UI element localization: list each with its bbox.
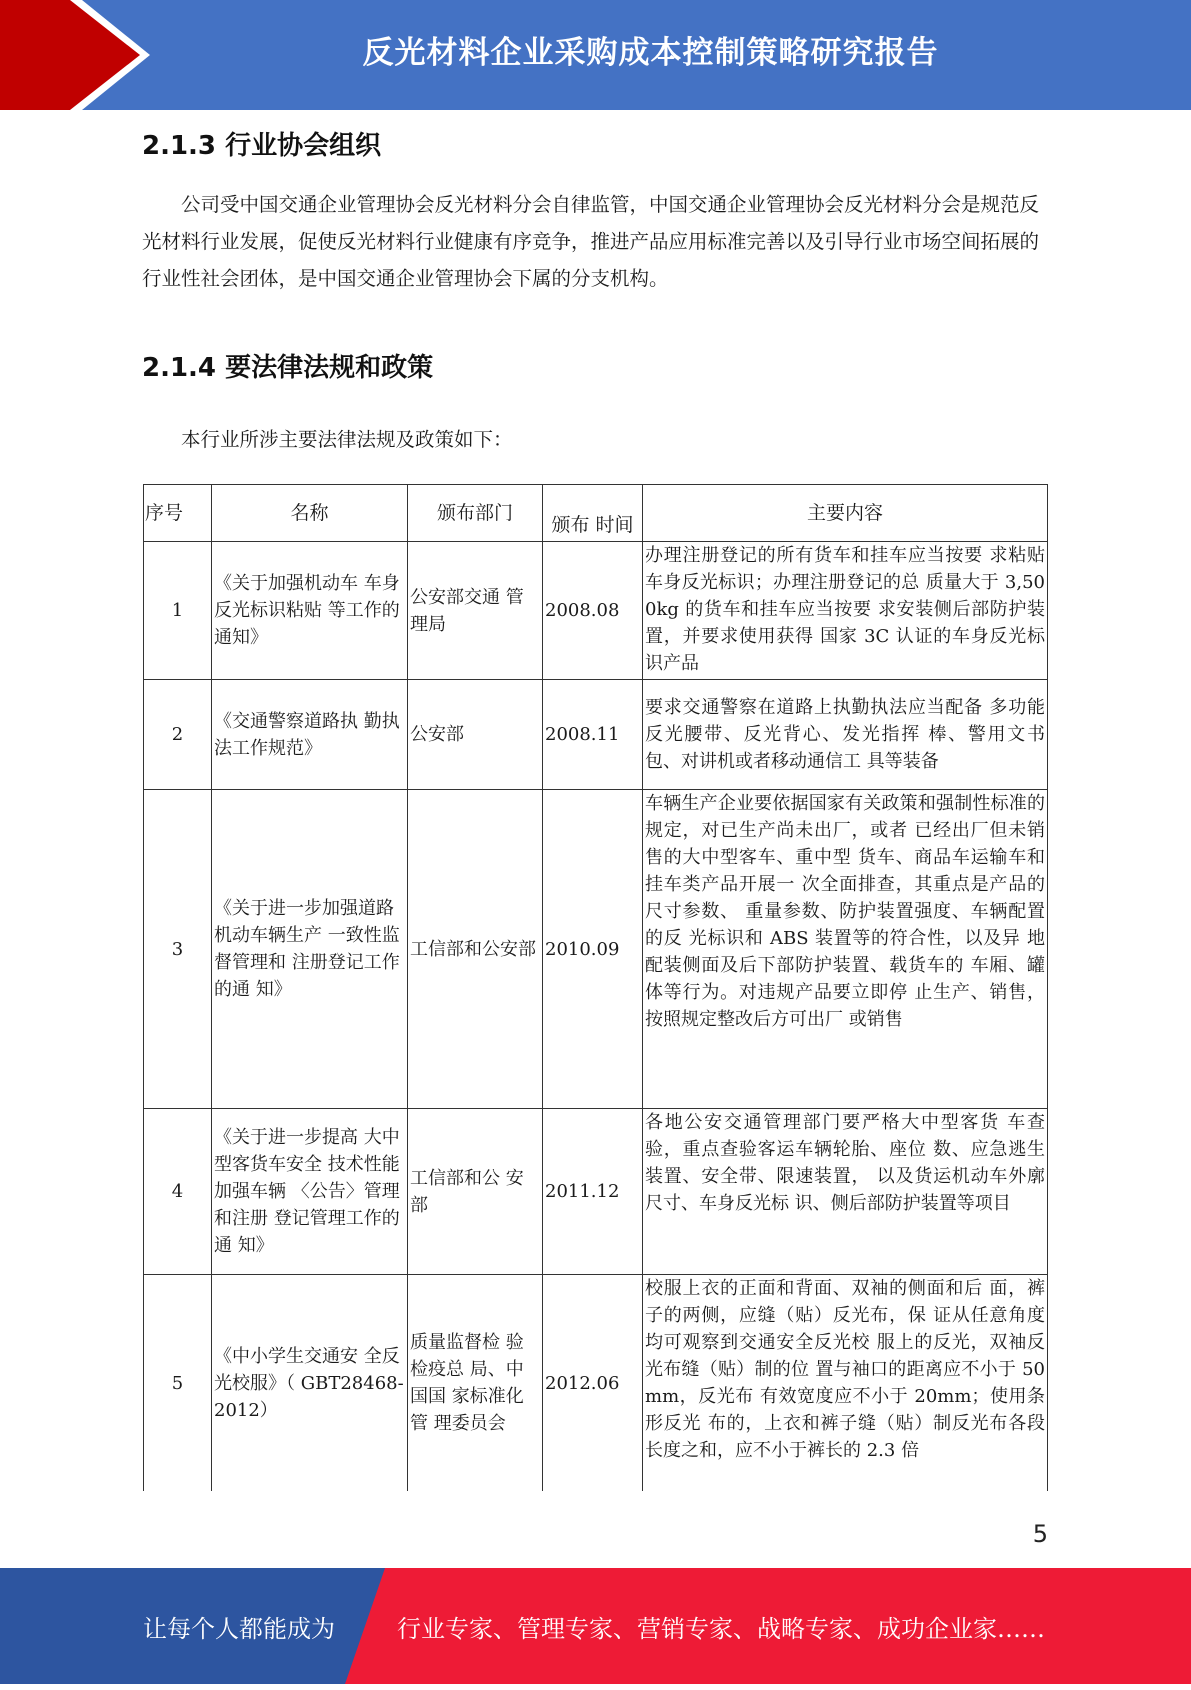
cell-name: 《中小学生交通安 全反光校服》（ GBT28468-2012）: [212, 1275, 408, 1492]
cell-date: 2010.09: [543, 790, 643, 1109]
cell-date: 2011.12: [543, 1109, 643, 1275]
cell-no: 5: [144, 1275, 212, 1492]
cell-date: 2008.08: [543, 542, 643, 680]
cell-no: 4: [144, 1109, 212, 1275]
cell-name: 《交通警察道路执 勤执法工作规范》: [212, 680, 408, 790]
cell-department: 工信部和公 安部: [408, 1109, 543, 1275]
page-number: 5: [1032, 1520, 1048, 1548]
table-row: [144, 680, 1048, 790]
cell-department: 公安部: [408, 680, 543, 790]
footer-banner: [0, 1568, 1191, 1684]
table-row: [144, 1109, 1048, 1275]
cell-no: 3: [144, 790, 212, 1109]
column-header-content: 主要内容: [643, 485, 1048, 542]
cell-department: 公安部交通 管理局: [408, 542, 543, 680]
cell-department: 工信部和公安部: [408, 790, 543, 1109]
table-row: [144, 1275, 1048, 1492]
report-title: 反光材料企业采购成本控制策略研究报告: [362, 35, 939, 71]
column-header-name: 名称: [212, 485, 408, 542]
cell-name: 《关于进一步提高 大中型客货车安全 技术性能加强车辆 〈公告〉管理和注册 登记管理工作的通 知》: [212, 1109, 408, 1275]
footer-slogan-left: 让每个人都能成为: [143, 1615, 335, 1643]
table-row: [144, 542, 1048, 680]
table-header-row: [144, 485, 1048, 542]
cell-content: 校服上衣的正面和背面、双袖的侧面和后 面，裤子的两侧，应缝（贴）反光布，保 证从任意角度均可观察到交通安全反光校 服上的反光，双袖反光布缝（贴）制的位 置与袖口的距离应不小于 50mm，反光布 有效宽度应不小于 20mm；使用条形反光 布的，上衣和裤子缝（贴）制反光布各段 长度之和，应不小于裤长的 2.3 倍: [643, 1275, 1048, 1492]
cell-department: 质量监督检 验检疫总 局、中国国 家标准化管 理委员会: [408, 1275, 543, 1492]
column-header-department: 颁布部门: [408, 485, 543, 542]
table-intro-text: 本行业所涉主要法律法规及政策如下：: [181, 428, 513, 451]
cell-content: 办理注册登记的所有货车和挂车应当按要 求粘贴车身反光标识；办理注册登记的总 质量大于 3,500kg 的货车和挂车应当按要 求安装侧后部防护装置，并要求使用获得 国家 3C 认证的车身反光标识产品: [643, 542, 1048, 680]
section-heading-2-1-3: 2.1.3 行业协会组织: [142, 131, 382, 161]
regulations-table: [143, 484, 1048, 1491]
cell-date: 2012.06: [543, 1275, 643, 1492]
header-red-chevron-icon: [0, 0, 140, 110]
cell-no: 2: [144, 680, 212, 790]
cell-name: 《关于加强机动车 车身反光标识粘贴 等工作的通知》: [212, 542, 408, 680]
cell-content: 各地公安交通管理部门要严格大中型客货 车查验，重点查验客运车辆轮胎、座位 数、应急逃生装置、安全带、限速装置， 以及货运机动车外廓尺寸、车身反光标 识、侧后部防护装置等项目: [643, 1109, 1048, 1275]
table-row: [144, 790, 1048, 1109]
cell-content: 车辆生产企业要依据国家有关政策和强制性标准的规定，对已生产尚未出厂，或者 已经出厂但未销售的大中型客车、重中型 货车、商品车运输车和挂车类产品开展一 次全面排查，其重点是产品的尺寸参数、 重量参数、防护装置强度、车辆配置的反 光标识和 ABS 装置等的符合性，以及异 地配装侧面及后下部防护装置、载货车的 车厢、罐体等行为。对违规产品要立即停 止生产、销售，按照规定整改后方可出厂 或销售: [643, 790, 1048, 1109]
column-header-date: 颁布 时间: [543, 485, 643, 542]
cell-content: 要求交通警察在道路上执勤执法应当配备 多功能反光腰带、反光背心、发光指挥 棒、警用文书包、对讲机或者移动通信工 具等装备: [643, 680, 1048, 790]
column-header-no: 序号: [144, 485, 212, 542]
header-banner: [0, 0, 1191, 110]
section-heading-2-1-4: 2.1.4 要法律法规和政策: [142, 353, 434, 383]
cell-date: 2008.11: [543, 680, 643, 790]
section-paragraph-industry-association: 公司受中国交通企业管理协会反光材料分会自律监管，中国交通企业管理协会反光材料分会是规范反光材料行业发展，促使反光材料行业健康有序竞争，推进产品应用标准完善以及引导行业市场空间拓展的行业性社会团体，是中国交通企业管理协会下属的分支机构。: [142, 193, 1040, 290]
cell-no: 1: [144, 542, 212, 680]
footer-slogan-right: 行业专家、管理专家、营销专家、战略专家、成功企业家……: [397, 1615, 1045, 1643]
cell-name: 《关于进一步加强道路机动车辆生产 一致性监督管理和 注册登记工作的通 知》: [212, 790, 408, 1109]
